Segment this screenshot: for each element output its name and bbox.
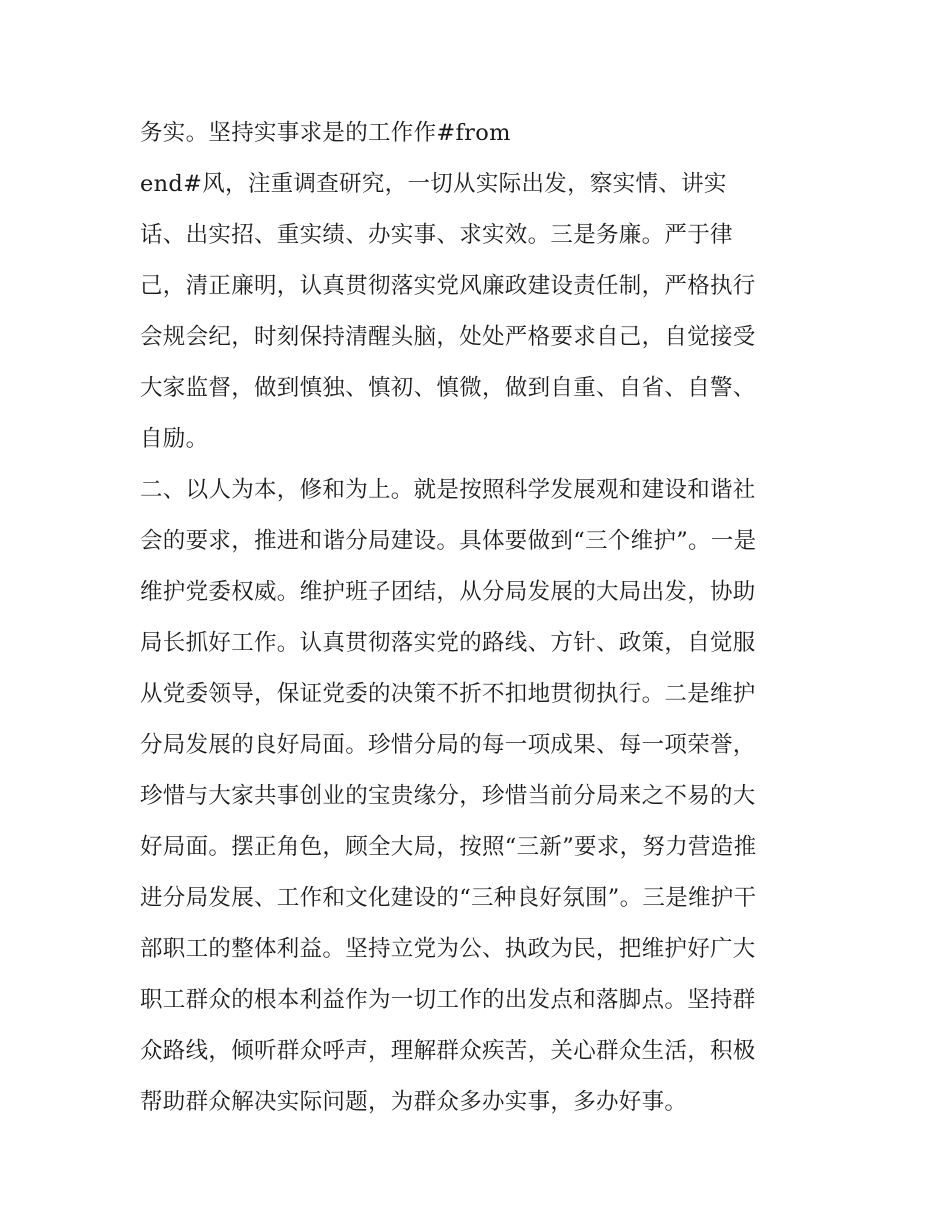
text-line: 帮助群众解决实际问题，为群众多办实事，多办好事。 bbox=[140, 1089, 688, 1115]
text-line: 维护党委权威。维护班子团结，从分局发展的大局出发，协助 bbox=[140, 579, 756, 605]
text-line: 进分局发展、工作和文化建设的“三种良好氛围”。三是维护干 bbox=[140, 885, 757, 911]
text-line: 自励。 bbox=[140, 426, 209, 452]
text-line: end#风，注重调查研究，一切从实际出发，察实情、讲实 bbox=[140, 171, 727, 197]
text-line: 己，清正廉明，认真贯彻落实党风廉政建设责任制，严格执行 bbox=[140, 273, 756, 299]
text-line: 部职工的整体利益。坚持立党为公、执政为民，把维护好广大 bbox=[140, 936, 756, 962]
text-line: 众路线，倾听群众呼声，理解群众疾苦，关心群众生活，积极 bbox=[140, 1038, 756, 1064]
text-line: 话、出实招、重实绩、办实事、求实效。三是务廉。严于律 bbox=[140, 222, 733, 248]
text-line: 珍惜与大家共事创业的宝贵缘分，珍惜当前分局来之不易的大 bbox=[140, 783, 756, 809]
text-line: 从党委领导，保证党委的决策不折不扣地贯彻执行。二是维护 bbox=[140, 681, 756, 707]
text-line: 分局发展的良好局面。珍惜分局的每一项成果、每一项荣誉， bbox=[140, 732, 756, 758]
text-line: 务实。坚持实事求是的工作作#from bbox=[140, 120, 511, 146]
text-line: 局长抓好工作。认真贯彻落实党的路线、方针、政策，自觉服 bbox=[140, 630, 756, 656]
text-line: 会的要求，推进和谐分局建设。具体要做到“三个维护”。一是 bbox=[140, 528, 757, 554]
text-line: 职工群众的根本利益作为一切工作的出发点和落脚点。坚持群 bbox=[140, 987, 756, 1013]
text-line: 大家监督，做到慎独、慎初、慎微，做到自重、自省、自警、 bbox=[140, 375, 756, 401]
text-line: 好局面。摆正角色，顾全大局，按照“三新”要求，努力营造推 bbox=[140, 834, 757, 860]
section-heading-line: 二、以人为本，修和为上。就是按照科学发展观和建设和谐社 bbox=[140, 477, 756, 503]
body-text bbox=[140, 108, 830, 1128]
text-line: 会规会纪，时刻保持清醒头脑，处处严格要求自己，自觉接受 bbox=[140, 324, 756, 350]
